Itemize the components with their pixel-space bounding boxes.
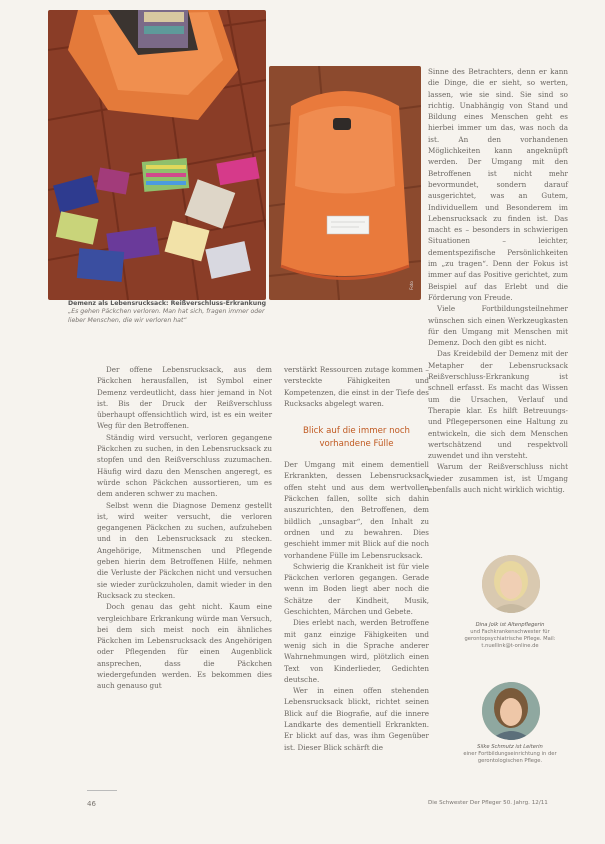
caption-title: Demenz als Lebensrucksack: Reißverschluss-Erkrankung (68, 300, 267, 307)
photo-caption (68, 300, 283, 325)
paragraph: Ständig wird versucht, verloren gegangene Päckchen zu suchen, in den Lebensrucksack zu stopfen und den Reißverschluss zuzumachen. Häufig wird dazu den Menschen angeregt, es würde schon Päckchen aussortieren, um es dem anderen schwer zu machen. (97, 432, 272, 499)
section-heading: Blick auf die immer noch vorhandene Fülle (303, 426, 410, 450)
author-info-1 (449, 622, 571, 650)
photo-backpack-floor (48, 10, 266, 300)
paragraph: Doch genau das geht nicht. Kaum eine vergleichbare Erkrankung würde man Versuch, bei dem sich meist noch ein ähnliches Päckchen im Lebensrucksack des Angehörigen oder Pflegenden für einen Augenblick ansprechen, dass die Päckchen wiedergefunden werden. Es bekommen dies auch genauso gut (97, 602, 272, 691)
author-name: Silke Schmutz ist Leiterin (477, 744, 543, 750)
author-info-2 (449, 744, 571, 765)
paragraph: Dies erlebt nach, werden Betroffene mit ganz einzige Fähigkeiten und wenig sich in die Sprache anderer Wahrnehmungen wird, plötzlich einen Text von Kinderlieder, Gedichten deutsche. (284, 618, 429, 684)
paragraph: Warum der Reißverschluss nicht wieder zusammen ist, ist Umgang ebenfalls auch nicht wirklich wichtig. (428, 462, 568, 494)
paragraph: Der offene Lebensrucksack, aus dem Päckchen herausfallen, ist Symbol einer Demenz verdeutlicht, dass hier jemand in Not ist. Bis der Druck der Reißverschluss überhaupt offensichtlich wird, ist es ein weiter Weg für den Betroffenen. (97, 365, 272, 431)
author-portrait-2 (482, 682, 540, 740)
article-column-right (428, 66, 568, 495)
caption-subtitle: „Es gehen Päckchen verloren. Man hat sich, fragen immer oder lieber Menschen, die wir verloren hat“ (68, 308, 265, 324)
author-role: einer Fortbildungseinrichtung in der gerontologischen Pflege. (463, 751, 557, 764)
author-name: Dina Jolk ist Altenpflegerin (475, 622, 545, 628)
paragraph: Sinne des Betrachters, denn er kann die Dinge, die er sieht, so werten, lassen, wie sie sind. Sie sind so richtig. Unabhängig von Stand und Bildung eines Menschen geht es hierbei immer um das, was noch da ist. An den vorhandenen Möglichkeiten kann angeknüpft werden. Der Umgang mit den Betroffenen ist nicht mehr bevormundet, sondern darauf ausgerichtet, was an Gutem, Individuellem und Besonderem im Lebensrucksack zu finden ist. Das macht es – besonders in schwierigen Situationen – leichter, dementspezifische Persönlichkeiten im „zu tragen“. Denn der Fokus ist immer auf das Positive gerichtet, zum Beispiel auf das Erlebt und die Förderung von Freude. (428, 67, 568, 302)
paragraph: verstärkt Ressourcen zutage kommen – versteckte Fähigkeiten und Kompetenzen, die einst in der Tiefe des Rucksacks abgelegt waren. (284, 365, 429, 408)
paragraph: Schwierig die Krankheit ist für viele Päckchen verloren gegangen. Gerade wenn im Boden liegt aber noch die Schätze der Kindheit, Musik, Geschichten, Märchen und Gebete. (284, 561, 429, 617)
author-portrait-1 (482, 555, 540, 613)
author-role: und Fachkrankenschwester für gerontopsychiatrische Pflege. Mail: t.nuellink@t-online.de (464, 629, 556, 649)
paragraph: Der Umgang mit einem dementiell Erkrankten, dessen Lebensrucksack offen steht und aus dem wertvollen Päckchen fallen, sollte sich dahin auszurichten, den Betroffenen, dem bildlich „unsagbar“, den Inhalt zu ordnen und zu bewahren. Dies geschieht immer mit Blick auf die noch vorhandene Fülle im Lebensrucksack. (284, 460, 429, 560)
footer-rule (87, 790, 117, 791)
photo-backpack-orange (269, 66, 421, 300)
photo-credit: Foto (408, 281, 414, 290)
page-number: 46 (87, 800, 96, 808)
paragraph: Viele Fortbildungsteilnehmer wünschen sich einen Werkzeugkasten für den Umgang mit Menschen mit Demenz. Doch den gibt es nicht. (428, 304, 568, 348)
footer-publication: Die Schwester Der Pfleger 50. Jahrg. 12/11 (428, 800, 548, 806)
article-column-middle (284, 364, 429, 753)
paragraph: Selbst wenn die Diagnose Demenz gestellt ist, wird weiter versucht, die verloren gegangenen Päckchen zu suchen, aufzuheben und in den Lebensrucksack zu stecken. Angehörige, Mitmenschen und Pflegende geben hierin dem Betroffenen Hilfe, nehmen die Verluste der Päckchen nicht und versuchen sie wieder zurückzuholen, damit wieder in den Rucksack zu stecken. (97, 500, 272, 600)
paragraph: Wer in einen offen stehenden Lebensrucksack blickt, richtet seinen Blick auf die Biografie, auf die innere Landkarte des dementiell Erkrankten. Er blickt auf das, was ihm Gegenüber ist. Dieser Blick schärft die (284, 686, 429, 752)
article-column-left (97, 364, 272, 692)
paragraph: Das Kreidebild der Demenz mit der Metapher der Lebensrucksack Reißverschluss-Erkrankung ist schnell erfasst. Es macht das Wissen um die Ursachen, Verlauf und Therapie klar. Es hilft Betreuungs- und Pflegepersonen eine Haltung zu entwickeln, die sich dem Menschen wertschätzend und respektvoll zuwendet und ihn versteht. (428, 349, 568, 461)
